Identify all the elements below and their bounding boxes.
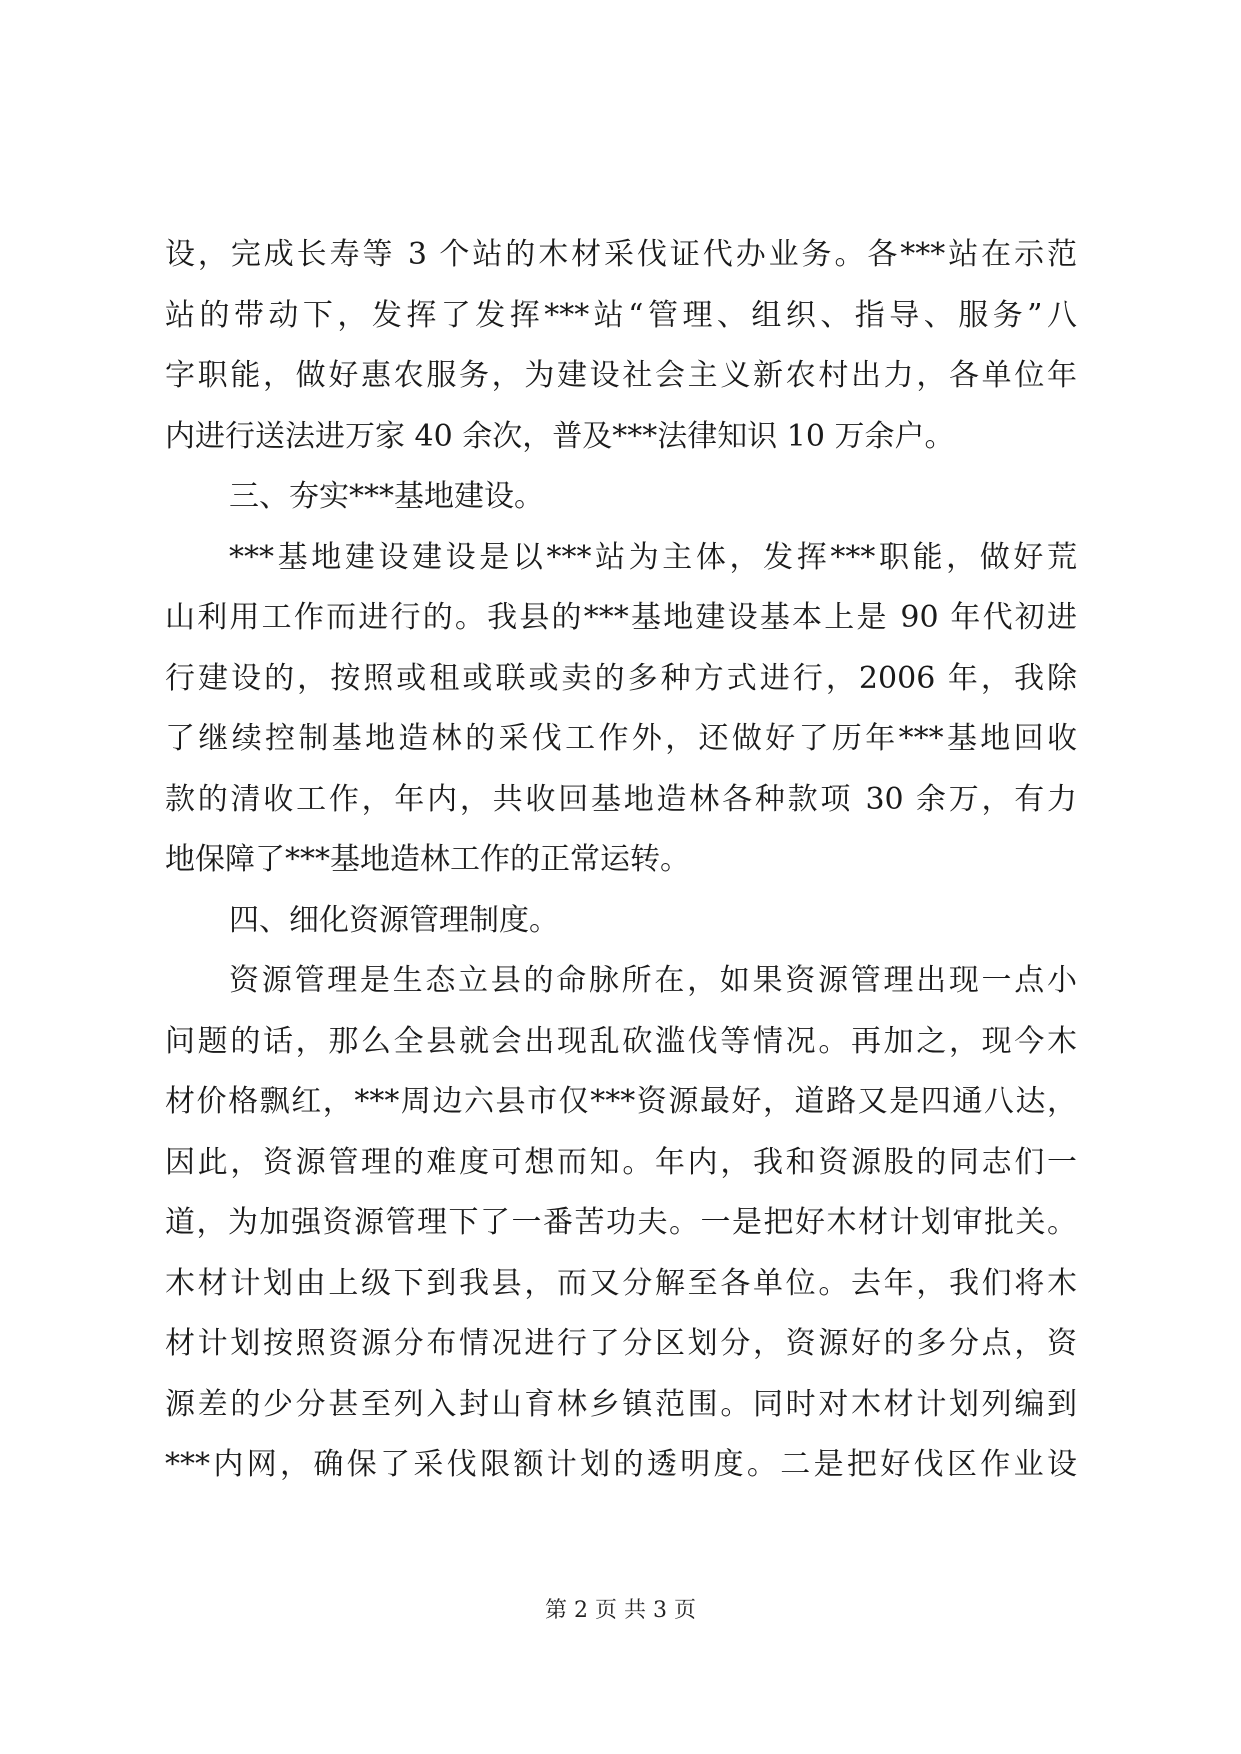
text-line: 行建设的，按照或租或联或卖的多种方式进行，2006 年，我除 bbox=[165, 660, 1077, 696]
text-line: 木材计划由上级下到我县，而又分解至各单位。去年，我们将木 bbox=[165, 1265, 1077, 1301]
text-line: ***基地建设建设是以***站为主体，发挥***职能，做好荒 bbox=[229, 539, 1077, 575]
text-line: 问题的话，那么全县就会出现乱砍滥伐等情况。再加之，现今木 bbox=[165, 1023, 1077, 1059]
text-line: 设，完成长寿等 3 个站的木材采伐证代办业务。各***站在示范 bbox=[165, 237, 1077, 272]
text-line: 山利用工作而进行的。我县的***基地建设基本上是 90 年代初进 bbox=[165, 600, 1077, 635]
text-line: 因此，资源管理的难度可想而知。年内，我和资源股的同志们一 bbox=[165, 1144, 1077, 1180]
section-heading: 四、细化资源管理制度。 bbox=[229, 902, 559, 938]
text-line: 了继续控制基地造林的采伐工作外，还做好了历年***基地回收 bbox=[165, 721, 1077, 756]
text-line: 站的带动下，发挥了发挥***站“管理、组织、指导、服务”八 bbox=[165, 297, 1077, 333]
text-line: 字职能，做好惠农服务，为建设社会主义新农村出力，各单位年 bbox=[165, 358, 1077, 393]
text-line: 内进行送法进万家 40 余次，普及***法律知识 10 万余户。 bbox=[165, 418, 955, 454]
text-line: 款的清收工作，年内，共收回基地造林各种款项 30 余万，有力 bbox=[165, 781, 1077, 817]
text-line: 材价格飘红，***周边六县市仅***资源最好，道路又是四通八达， bbox=[165, 1084, 1077, 1119]
text-line: 材计划按照资源分布情况进行了分区划分，资源好的多分点，资 bbox=[165, 1326, 1077, 1361]
text-line: 地保障了***基地造林工作的正常运转。 bbox=[165, 842, 690, 877]
text-line: ***内网，确保了采伐限额计划的透明度。二是把好伐区作业设 bbox=[165, 1447, 1077, 1482]
page-footer bbox=[0, 1593, 1241, 1624]
page-number: 第 2 页 共 3 页 bbox=[545, 1598, 696, 1623]
text-line: 资源管理是生态立县的命脉所在，如果资源管理出现一点小 bbox=[229, 963, 1077, 998]
text-line: 道，为加强资源管理下了一番苦功夫。一是把好木材计划审批关。 bbox=[165, 1205, 1077, 1240]
text-line: 源差的少分甚至列入封山育林乡镇范围。同时对木材计划列编到 bbox=[165, 1386, 1077, 1422]
section-heading: 三、夯实***基地建设。 bbox=[229, 479, 544, 514]
document-body bbox=[165, 225, 1077, 1496]
